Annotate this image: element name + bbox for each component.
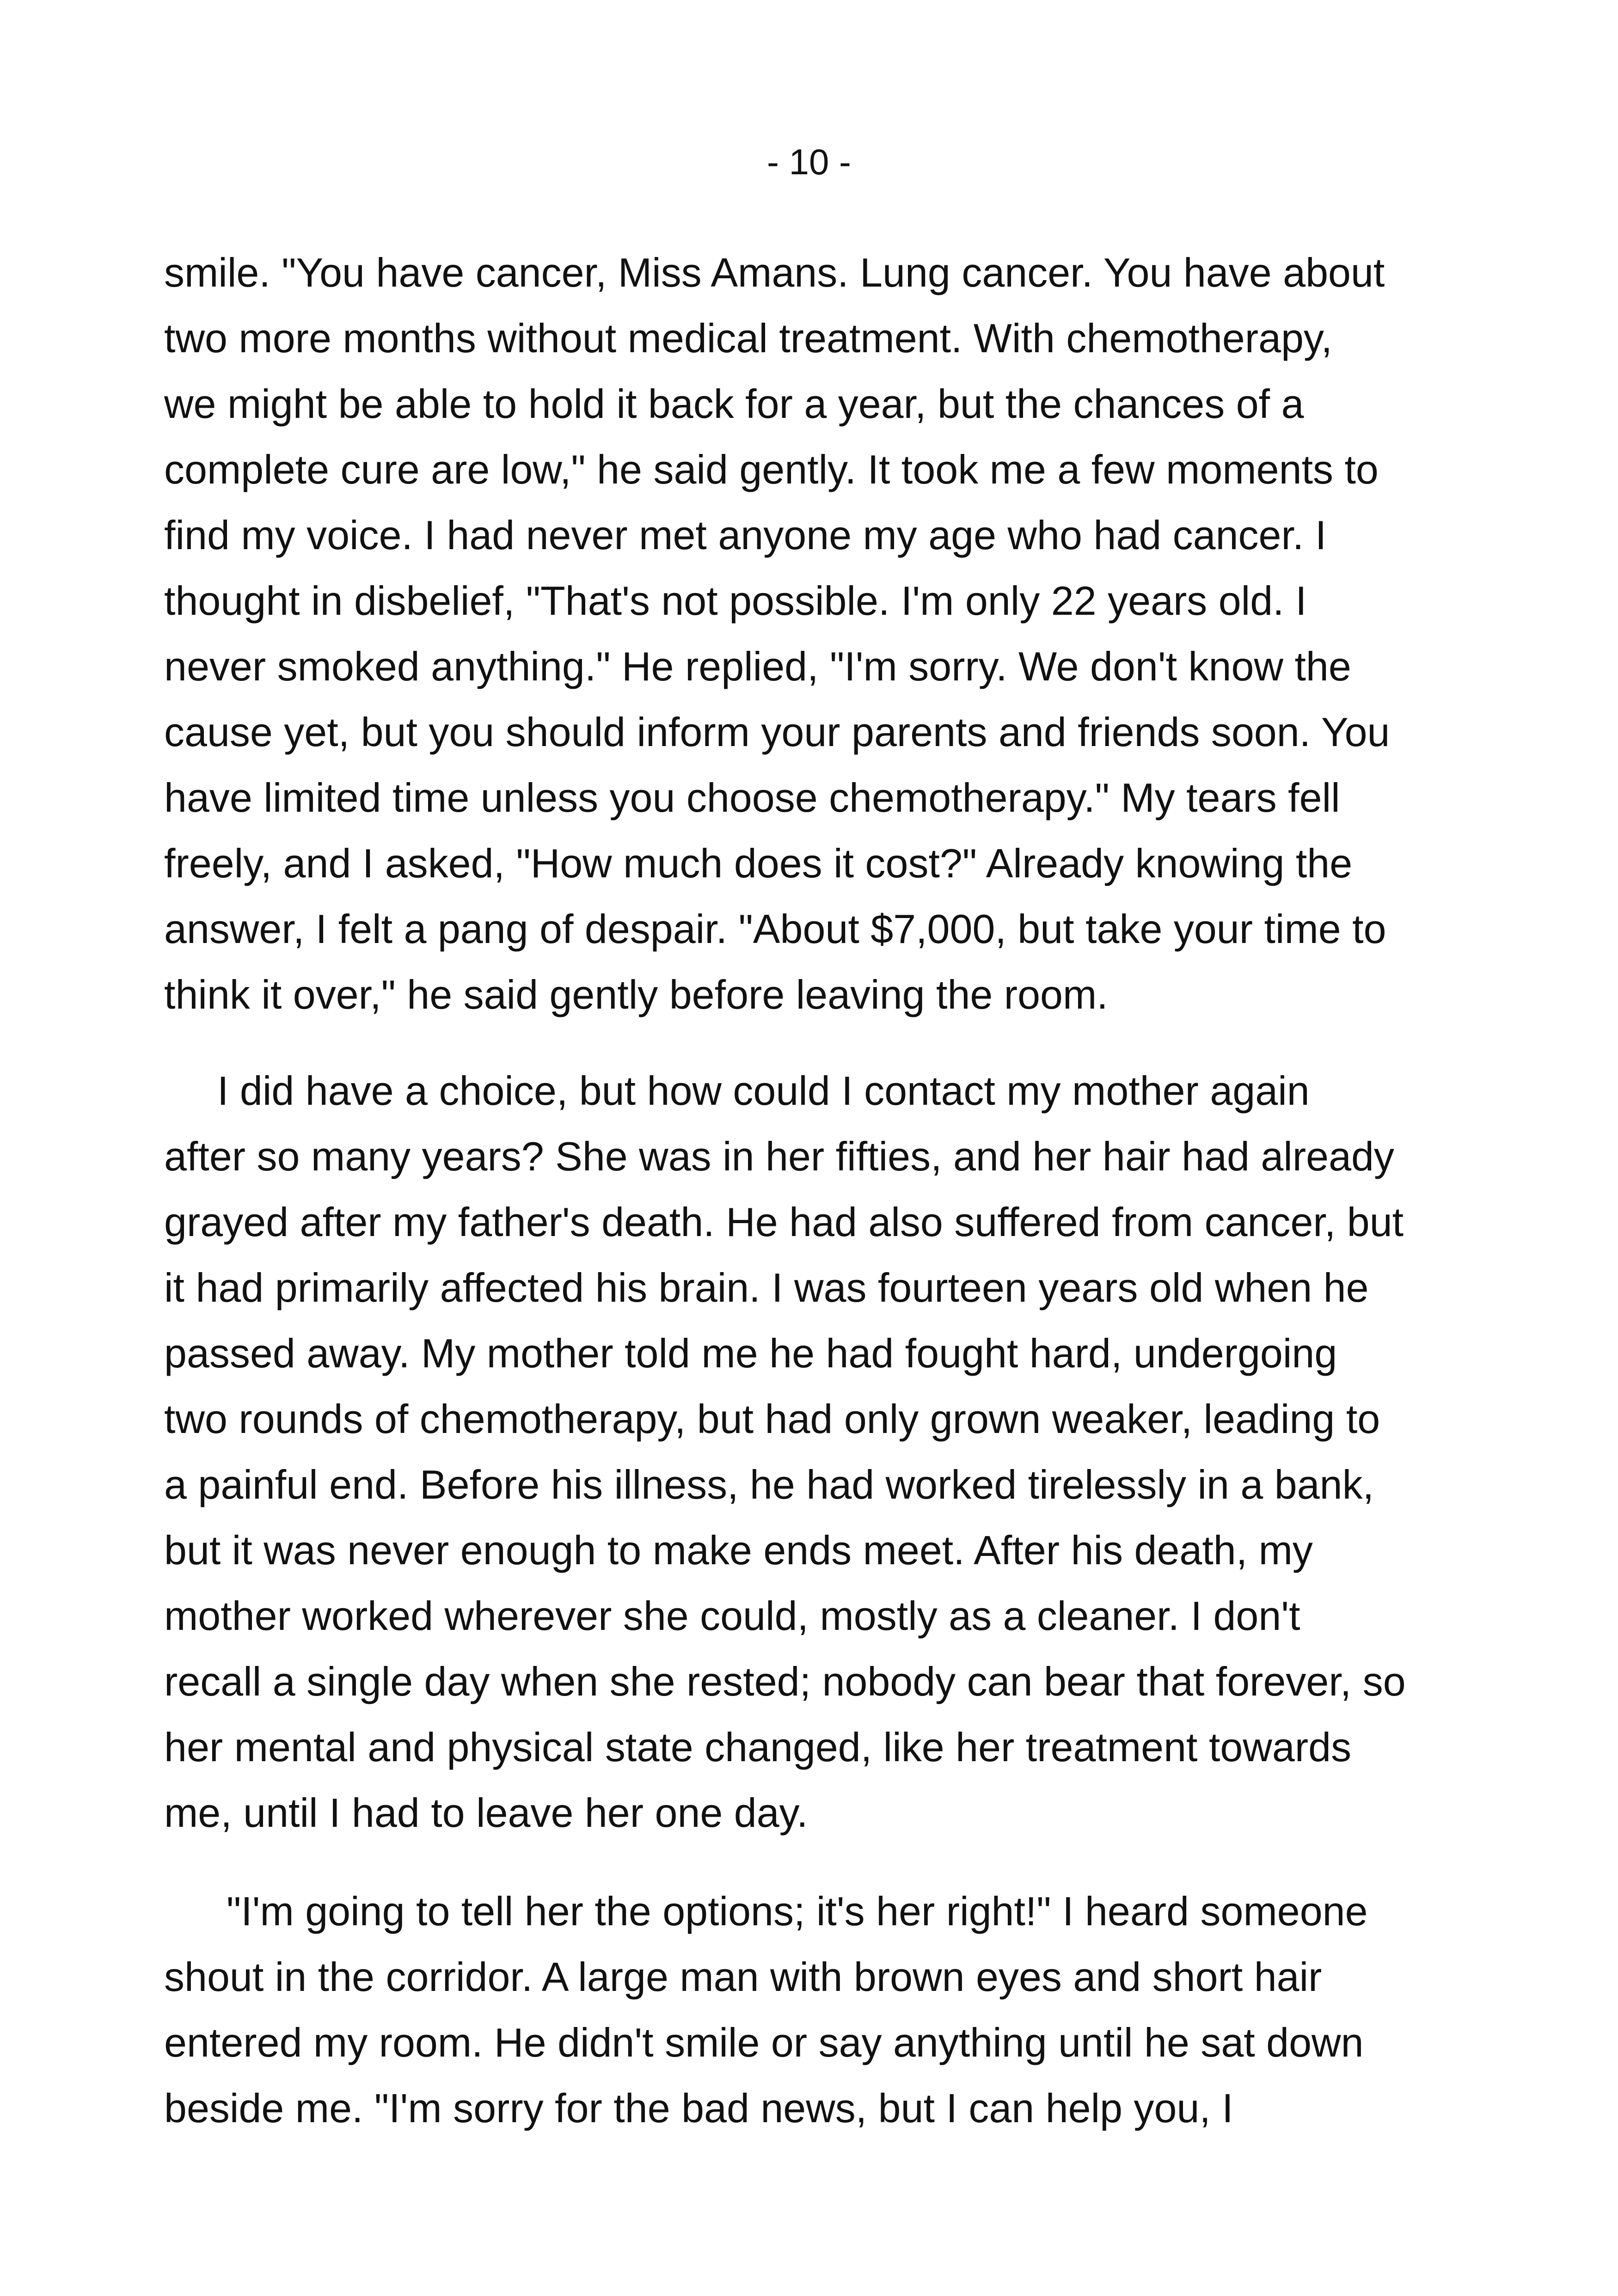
- text-line: think it over," he said gently before leaving the room.: [164, 972, 1108, 1017]
- text-line: two rounds of chemotherapy, but had only grown weaker, leading to: [164, 1396, 1380, 1442]
- text-line: freely, and I asked, "How much does it cost?" Already knowing the: [164, 840, 1353, 886]
- text-line: cause yet, but you should inform your parents and friends soon. You: [164, 709, 1390, 755]
- text-line: mother worked wherever she could, mostly as a cleaner. I don't: [164, 1593, 1300, 1639]
- page-number: - 10 -: [766, 141, 852, 182]
- text-line: I did have a choice, but how could I contact my mother again: [217, 1068, 1310, 1114]
- text-line: shout in the corridor. A large man with brown eyes and short hair: [164, 1954, 1322, 2000]
- text-line: me, until I had to leave her one day.: [164, 1790, 808, 1836]
- text-line: thought in disbelief, "That's not possible. I'm only 22 years old. I: [164, 578, 1307, 624]
- text-line: complete cure are low," he said gently. It took me a few moments to: [164, 447, 1379, 492]
- text-line: "I'm going to tell her the options; it's her right!" I heard someone: [227, 1888, 1368, 1934]
- text-line: two more months without medical treatment. With chemotherapy,: [164, 315, 1332, 361]
- text-line: we might be able to hold it back for a year, but the chances of a: [164, 381, 1304, 427]
- text-line: beside me. "I'm sorry for the bad news, but I can help you, I: [164, 2085, 1233, 2131]
- text-line: find my voice. I had never met anyone my age who had cancer. I: [164, 512, 1327, 558]
- text-line: after so many years? She was in her fifties, and her hair had already: [164, 1133, 1394, 1179]
- text-line: recall a single day when she rested; nobody can bear that forever, so: [164, 1659, 1406, 1704]
- text-line: passed away. My mother told me he had fought hard, undergoing: [164, 1330, 1337, 1376]
- text-line: a painful end. Before his illness, he had worked tirelessly in a bank,: [164, 1462, 1374, 1507]
- text-line: have limited time unless you choose chemotherapy." My tears fell: [164, 775, 1340, 820]
- text-line: smile. "You have cancer, Miss Amans. Lung cancer. You have about: [164, 250, 1385, 295]
- text-line: entered my room. He didn't smile or say anything until he sat down: [164, 2020, 1364, 2065]
- text-line: her mental and physical state changed, like her treatment towards: [164, 1724, 1352, 1770]
- text-line: never smoked anything." He replied, "I'm sorry. We don't know the: [164, 643, 1351, 689]
- text-line: grayed after my father's death. He had also suffered from cancer, but: [164, 1199, 1404, 1245]
- text-line: answer, I felt a pang of despair. "About $7,000, but take your time to: [164, 906, 1386, 952]
- text-line: but it was never enough to make ends meet. After his death, my: [164, 1527, 1313, 1573]
- text-line: it had primarily affected his brain. I was fourteen years old when he: [164, 1265, 1369, 1310]
